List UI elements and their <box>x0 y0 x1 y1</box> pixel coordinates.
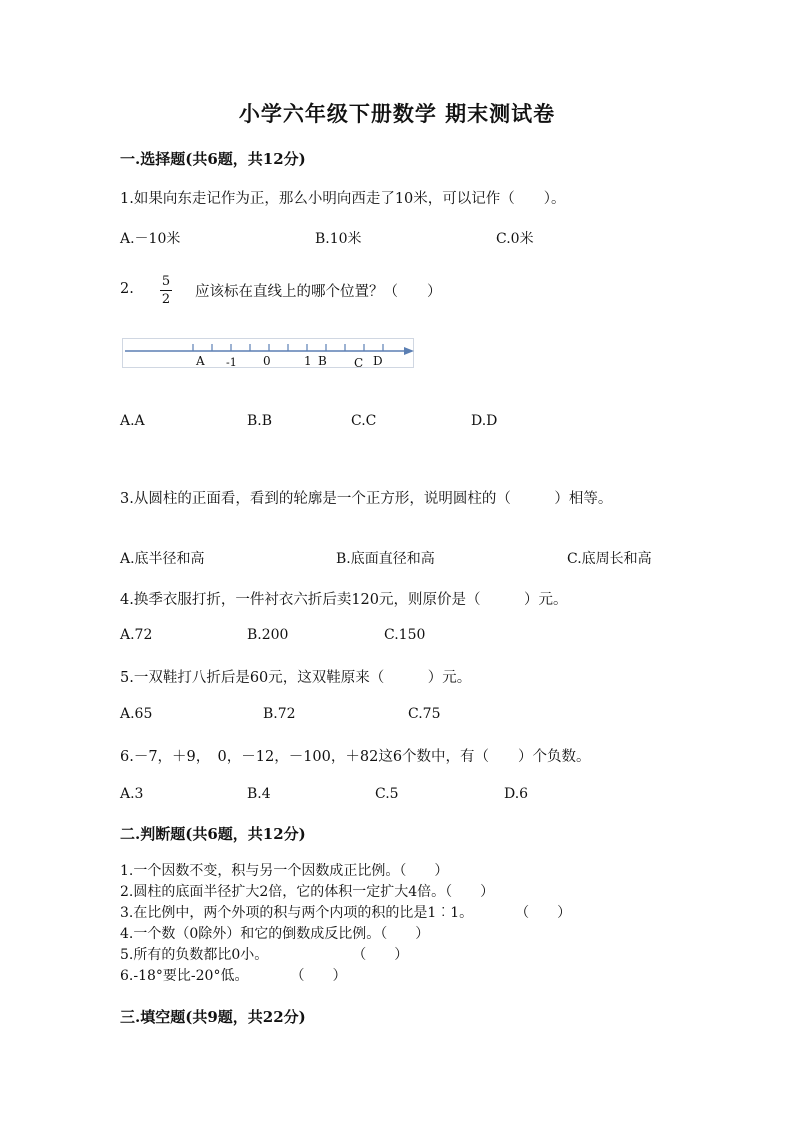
number-line-label-b: B <box>318 354 327 368</box>
tf-item-5: 5.所有的负数都比0小。 （ ） <box>120 947 409 963</box>
q1-text: 1.如果向东走记作为正，那么小明向西走了10米，可以记作（ ）。 <box>120 191 566 207</box>
q2-number: 2. <box>120 281 134 297</box>
section3-heading: 三.填空题(共9题，共22分) <box>120 1008 306 1026</box>
number-line-label-d: D <box>373 354 383 368</box>
q3-option-b: B.底面直径和高 <box>336 551 435 567</box>
tf-item-6: 6.-18°要比-20°低。 （ ） <box>120 968 347 984</box>
number-line-label-1: 1 <box>304 354 312 368</box>
q4-option-c: C.150 <box>384 627 426 643</box>
q4-option-a: A.72 <box>120 627 153 643</box>
page-title: 小学六年级下册数学 期末测试卷 <box>238 101 556 126</box>
q3-option-a: A.底半径和高 <box>120 551 205 567</box>
tf-item-2: 2.圆柱的底面半径扩大2倍，它的体积一定扩大4倍。（ ） <box>120 884 495 900</box>
q4-text: 4.换季衣服打折，一件衬衣六折后卖120元，则原价是（ ）元。 <box>120 592 568 608</box>
fraction-numerator: 5 <box>161 274 171 289</box>
q2-text: 应该标在直线上的哪个位置？（ ） <box>195 284 442 300</box>
section1-heading: 一.选择题(共6题，共12分) <box>120 150 306 168</box>
q6-option-a: A.3 <box>120 786 144 802</box>
number-line-label-c: C <box>354 356 364 370</box>
q5-text: 5.一双鞋打八折后是60元，这双鞋原来（ ）元。 <box>120 670 472 686</box>
number-line <box>122 338 414 368</box>
q1-option-a: A.－10米 <box>120 231 181 247</box>
q2-option-c: C.C <box>351 413 377 429</box>
section2-heading: 二.判断题(共6题，共12分) <box>120 825 306 843</box>
q6-option-d: D.6 <box>504 786 529 802</box>
q3-text: 3.从圆柱的正面看，看到的轮廓是一个正方形，说明圆柱的（ ）相等。 <box>120 491 613 507</box>
q5-option-b: B.72 <box>263 706 296 722</box>
q4-option-b: B.200 <box>247 627 289 643</box>
q1-option-b: B.10米 <box>315 231 362 247</box>
q6-option-b: B.4 <box>247 786 271 802</box>
q3-option-c: C.底周长和高 <box>567 551 652 567</box>
fraction-bar <box>160 290 172 291</box>
tf-item-1: 1.一个因数不变，积与另一个因数成正比例。（ ） <box>120 863 449 879</box>
q5-option-c: C.75 <box>408 706 441 722</box>
q1-option-c: C.0米 <box>496 231 534 247</box>
q2-option-d: D.D <box>471 413 498 429</box>
number-line-ticks <box>193 344 383 351</box>
number-line-label-0: 0 <box>263 354 271 368</box>
number-line-label-a: A <box>196 354 205 368</box>
q2-option-b: B.B <box>247 413 273 429</box>
tf-item-4: 4.一个数（0除外）和它的倒数成反比例。（ ） <box>120 926 430 942</box>
fraction-five-halves <box>158 274 174 307</box>
q2-option-a: A.A <box>120 413 145 429</box>
q5-option-a: A.65 <box>120 706 153 722</box>
q6-text: 6.－7，＋9， 0，－12，－100，＋82这6个数中，有（ ）个负数。 <box>120 749 591 765</box>
fraction-denominator: 2 <box>161 292 171 307</box>
tf-item-3: 3.在比例中，两个外项的积与两个内项的积的比是1︰1。 （ ） <box>120 905 572 921</box>
q6-option-c: C.5 <box>375 786 399 802</box>
number-line-label-neg1: -1 <box>226 356 237 369</box>
number-line-arrow-icon <box>404 347 414 355</box>
